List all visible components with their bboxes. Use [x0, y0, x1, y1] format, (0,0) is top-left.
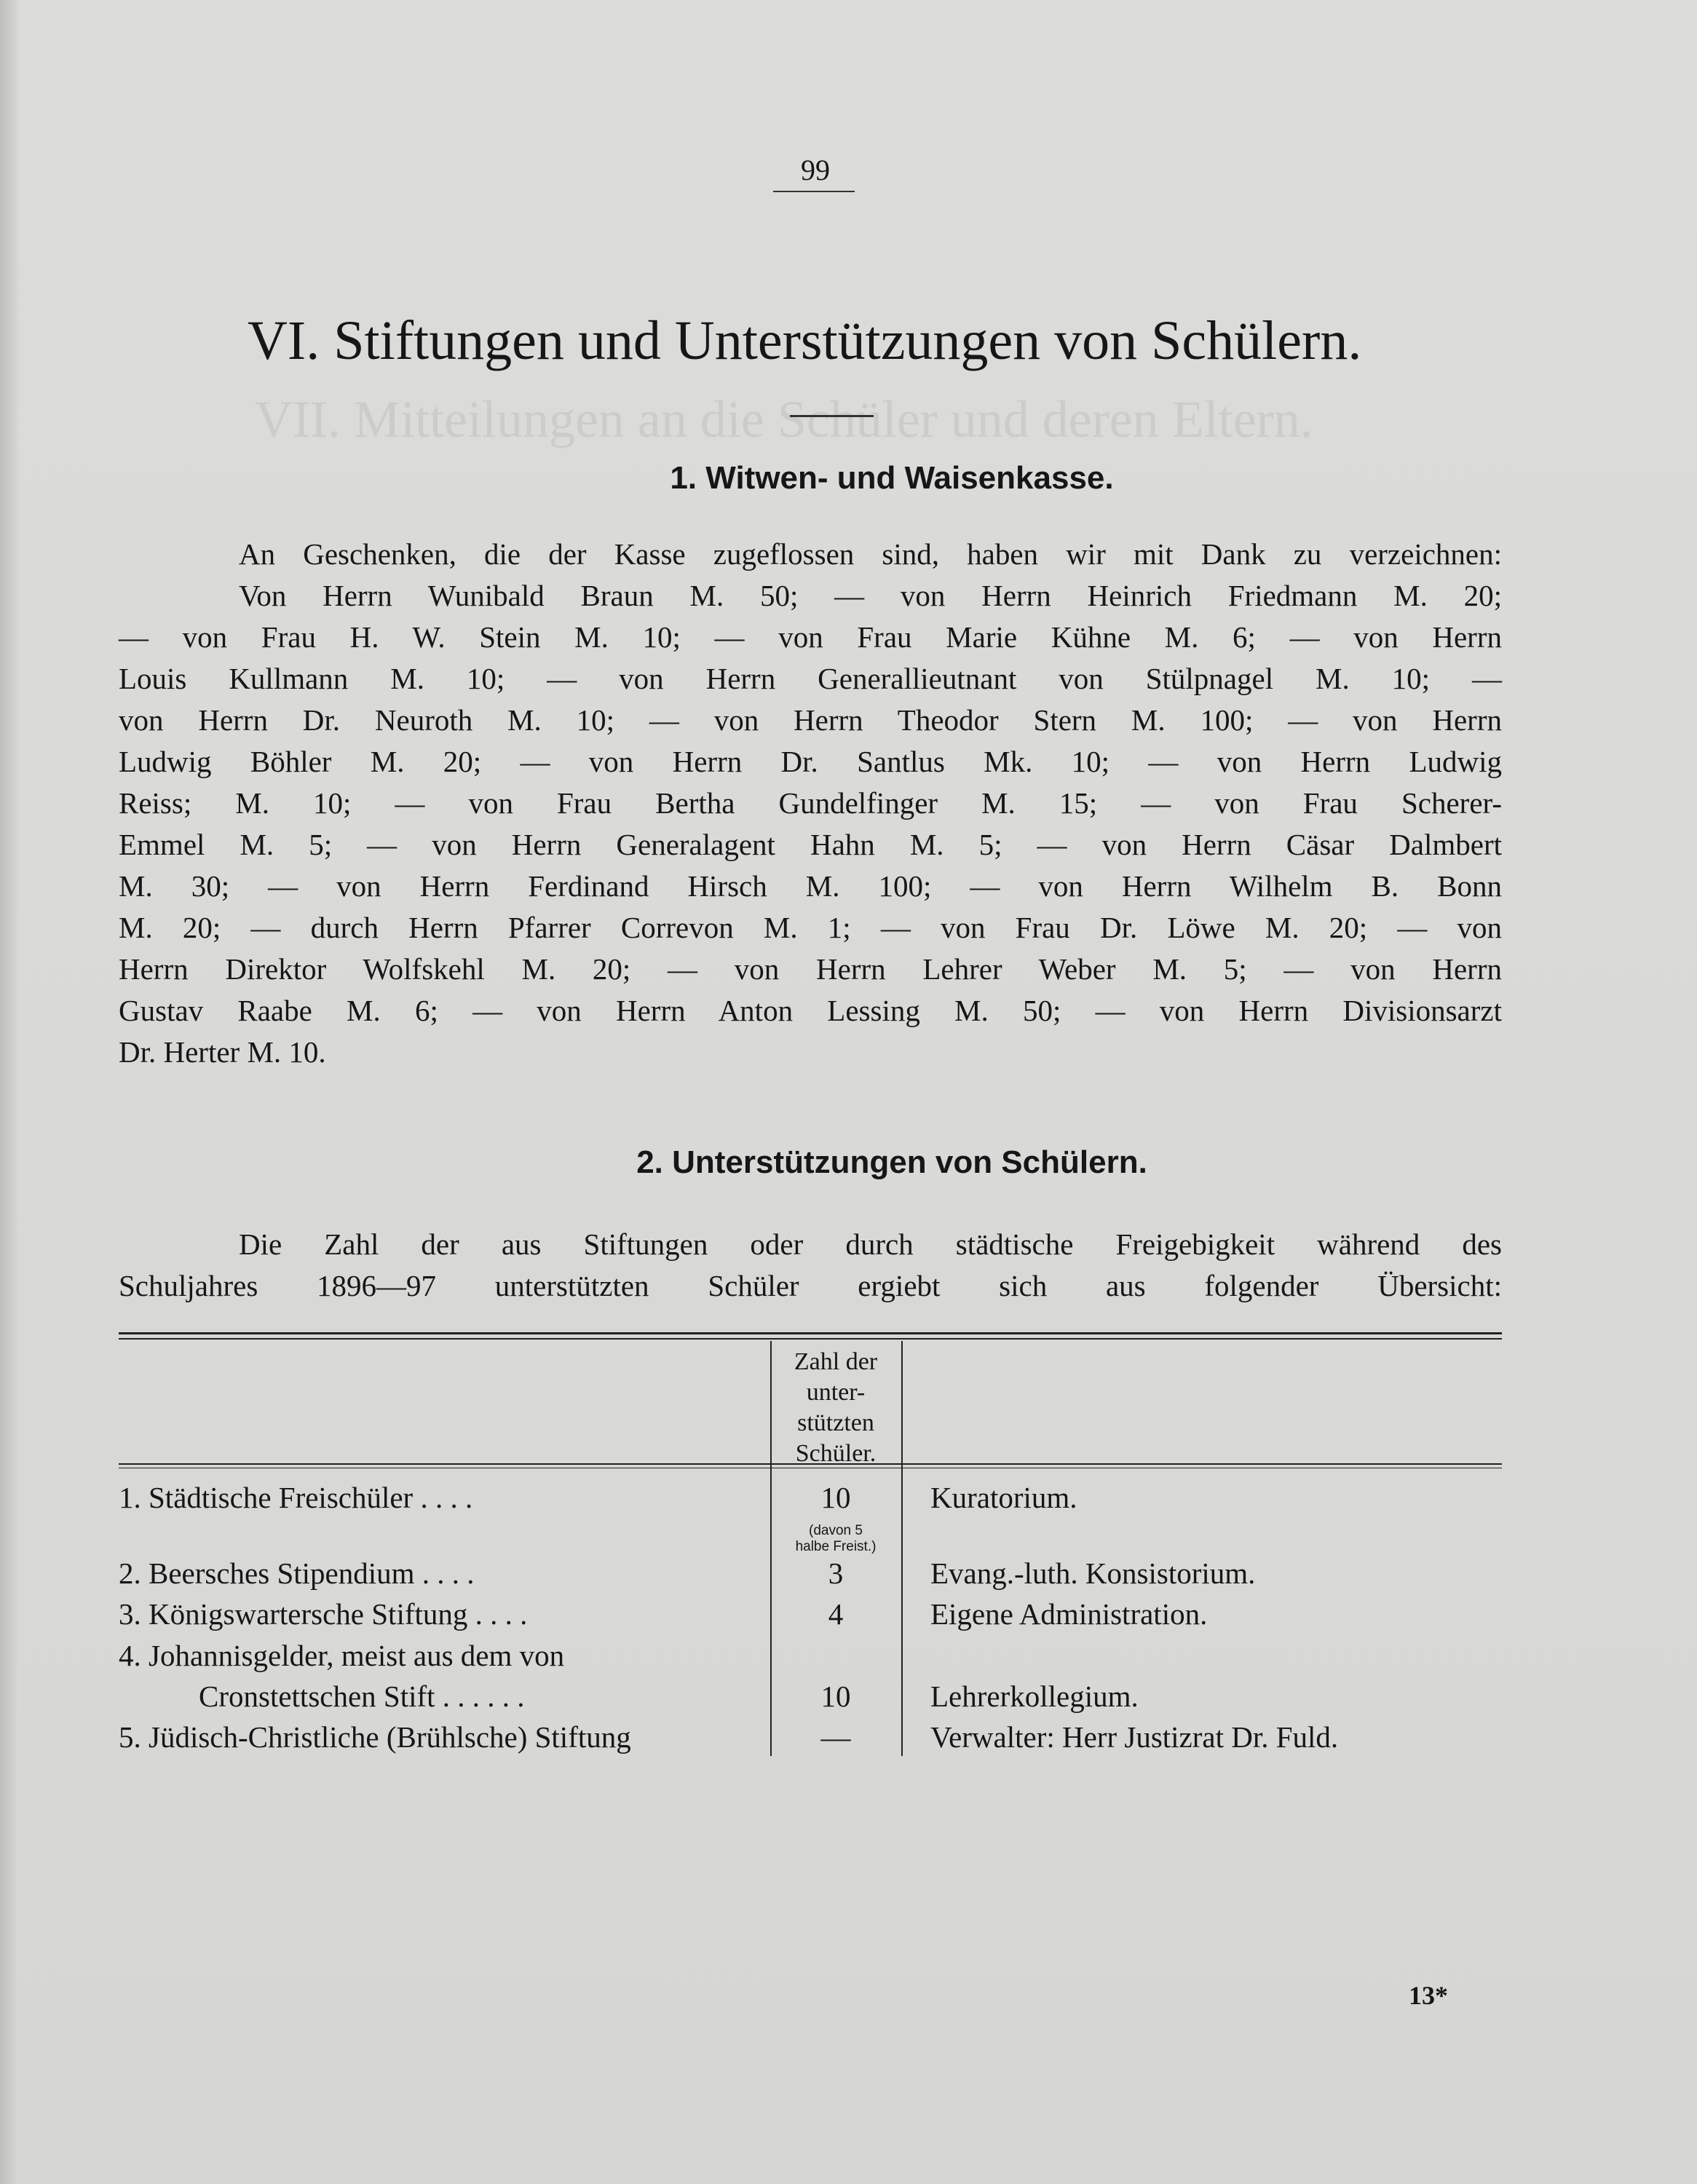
donations-paragraph [119, 534, 1502, 1073]
intro-paragraph [119, 1224, 1502, 1307]
table-column-divider [901, 1341, 903, 1756]
paragraph-line: von Herrn Dr. Neuroth M. 10; — von Herrn Theodor Stern M. 100; — von Herrn [119, 703, 1502, 737]
table-rule-top [119, 1332, 1502, 1334]
bleed-through-text: VII. Mitteilungen an die Schüler und deren Eltern. [255, 390, 1313, 448]
table-row-admin: Kuratorium. [930, 1481, 1077, 1514]
table-row-count: 10 [820, 1481, 851, 1514]
table-rule-top-inner [119, 1338, 1502, 1340]
table-note [772, 1523, 900, 1555]
table-row-name: 3. Königswartersche Stiftung . . . . [119, 1597, 528, 1631]
signature-mark: 13* [1409, 1981, 1448, 2010]
note-line: (davon 5 [809, 1523, 863, 1538]
table-row-name: 1. Städtische Freischüler . . . . [119, 1481, 473, 1514]
paragraph-line: Von Herrn Wunibald Braun M. 50; — von Herrn Heinrich Friedmann M. 20; [239, 579, 1502, 612]
table-row-name: 4. Johannisgelder, meist aus dem von [119, 1639, 565, 1672]
table-row-name: Cronstettschen Stift . . . . . . [199, 1679, 525, 1713]
header-line: unter- [806, 1379, 866, 1406]
paragraph-line: — von Frau H. W. Stein M. 10; — von Frau Marie Kühne M. 6; — von Herrn [119, 620, 1502, 654]
paragraph-line: Louis Kullmann M. 10; — von Herrn Generallieutnant von Stülpnagel M. 10; — [119, 662, 1502, 695]
paragraph-line: Gustav Raabe M. 6; — von Herrn Anton Lessing M. 50; — von Herrn Divisionsarzt [119, 994, 1502, 1027]
page-edge-shadow [0, 0, 19, 2184]
paragraph-line: Emmel M. 5; — von Herrn Generalagent Hahn M. 5; — von Herrn Cäsar Dalmbert [119, 828, 1502, 861]
table-header-count [772, 1347, 900, 1469]
page-title: VI. Stiftungen und Unterstützungen von Schülern. [248, 310, 1362, 371]
paragraph-line: An Geschenken, die der Kasse zugeflossen sind, haben wir mit Dank zu verzeichnen: [239, 537, 1502, 571]
section-heading-unterstuetzungen: 2. Unterstützungen von Schülern. [636, 1144, 1147, 1180]
paragraph-line: M. 30; — von Herrn Ferdinand Hirsch M. 100; — von Herrn Wilhelm B. Bonn [119, 869, 1502, 903]
header-line: stützten [797, 1409, 874, 1436]
note-line: halbe Freist.) [795, 1539, 877, 1554]
page-number: 99 [801, 154, 830, 186]
table-row-admin: Eigene Administration. [930, 1597, 1208, 1631]
paragraph-line: Die Zahl der aus Stiftungen oder durch städtische Freigebigkeit während des [239, 1227, 1502, 1261]
table-row-admin: Lehrerkollegium. [930, 1679, 1139, 1713]
table-row-admin: Evang.-luth. Konsistorium. [930, 1556, 1256, 1590]
paragraph-line: Reiss; M. 10; — von Frau Bertha Gundelfinger M. 15; — von Frau Scherer- [119, 786, 1502, 820]
table-row-admin: Verwalter: Herr Justizrat Dr. Fuld. [930, 1720, 1339, 1754]
page-number-rule [773, 191, 855, 192]
table-row-count: 3 [828, 1556, 844, 1590]
header-line: Schüler. [795, 1440, 877, 1467]
table-row-count: — [820, 1720, 851, 1754]
paragraph-line: Ludwig Böhler M. 20; — von Herrn Dr. Santlus Mk. 10; — von Herrn Ludwig [119, 745, 1502, 778]
title-rule [790, 415, 874, 417]
table-row-count: 4 [828, 1597, 844, 1631]
paragraph-line: Schuljahres 1896—97 unterstützten Schüler ergiebt sich aus folgender Übersicht: [119, 1269, 1502, 1302]
table-row-name: 5. Jüdisch-Christliche (Brühlsche) Stiftung [119, 1720, 631, 1754]
paragraph-line: M. 20; — durch Herrn Pfarrer Correvon M. 1; — von Frau Dr. Löwe M. 20; — von [119, 911, 1502, 944]
section-heading-witwenkasse: 1. Witwen- und Waisenkasse. [670, 460, 1114, 496]
table-row-name: 2. Beersches Stipendium . . . . [119, 1556, 475, 1590]
table-row-count: 10 [820, 1679, 851, 1713]
paragraph-line: Herrn Direktor Wolfskehl M. 20; — von Herrn Lehrer Weber M. 5; — von Herrn [119, 952, 1502, 986]
header-line: Zahl der [794, 1348, 878, 1375]
paragraph-line: Dr. Herter M. 10. [119, 1035, 326, 1069]
